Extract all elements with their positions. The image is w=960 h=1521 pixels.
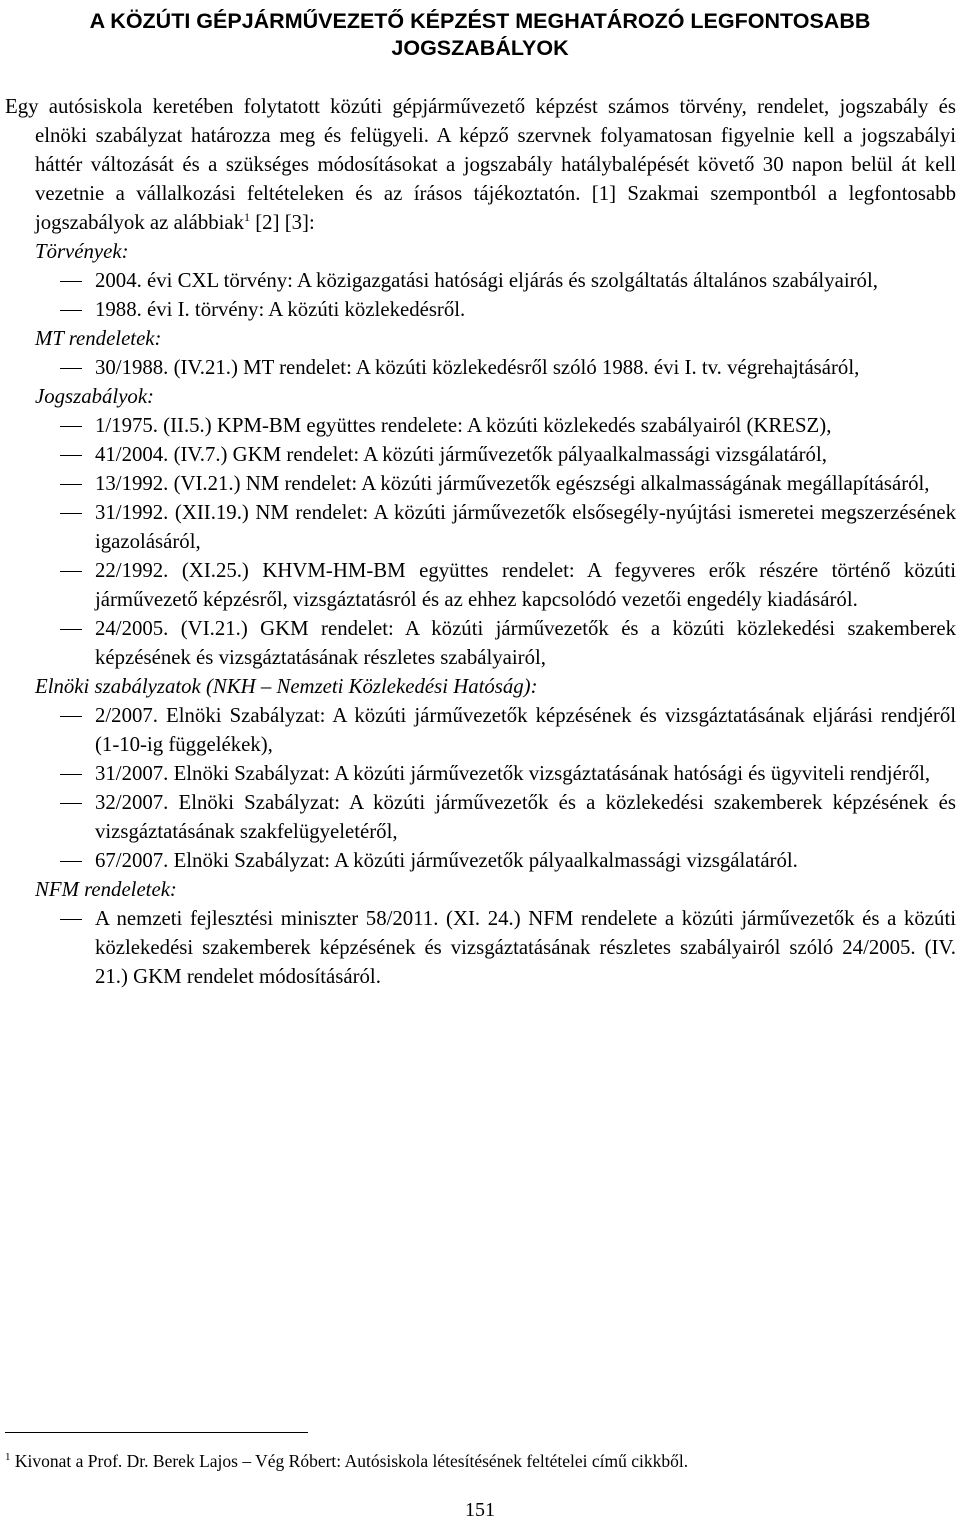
footnote [5, 1445, 945, 1473]
list-item: 24/2005. (VI.21.) GKM rendelet: A közúti járművezetők és a közúti közlekedési szakemberek képzésének és vizsgáztatásának részletes szabályairól, [35, 614, 956, 672]
section-list [35, 701, 956, 875]
list-item: 32/2007. Elnöki Szabályzat: A közúti járművezetők és a közlekedési szakemberek képzésének és vizsgáztatásának szakfelügyeletéről, [35, 788, 956, 846]
section-heading: MT rendeletek: [35, 327, 162, 350]
page-title: A KÖZÚTI GÉPJÁRMŰVEZETŐ KÉPZÉST MEGHATÁROZÓ LEGFONTOSABB JOGSZABÁLYOK [89, 9, 871, 60]
list-item: 2004. évi CXL törvény: A közigazgatási hatósági eljárás és szolgáltatás általános szabályairól, [35, 266, 956, 295]
section-heading: Jogszabályok: [35, 385, 154, 408]
list-item: 30/1988. (IV.21.) MT rendelet: A közúti közlekedésről szóló 1988. évi I. tv. végrehajtásáról, [35, 353, 956, 382]
list-item: 67/2007. Elnöki Szabályzat: A közúti járművezetők pályaalkalmassági vizsgálatáról. [35, 846, 956, 875]
list-item: 41/2004. (IV.7.) GKM rendelet: A közúti járművezetők pályaalkalmassági vizsgálatáról, [35, 440, 956, 469]
section-jogszabalyok [35, 382, 956, 672]
section-list [35, 411, 956, 672]
section-mt-rendeletek [35, 324, 956, 382]
footnote-reference[interactable]: 1 [244, 210, 251, 225]
section-list [35, 904, 956, 991]
page-number: 151 [465, 1499, 495, 1521]
section-nfm-rendeletek [35, 875, 956, 991]
section-heading: Elnöki szabályzatok (NKH – Nemzeti Közlekedési Hatóság): [35, 675, 538, 698]
footnote-text: Kivonat a Prof. Dr. Berek Lajos – Vég Róbert: Autósiskola létesítésének feltételei című cikkből. [10, 1450, 689, 1471]
list-item: 31/2007. Elnöki Szabályzat: A közúti járművezetők vizsgáztatásának hatósági és ügyviteli rendjéről, [35, 759, 956, 788]
section-heading: Törvények: [35, 240, 129, 263]
intro-text: Egy autósiskola keretében folytatott közúti gépjárművezető képzést számos törvény, rendelet, jogszabály és elnöki szabályzat határozza meg és felügyeli. A képző szervnek folyamatosan figyelnie kell a jogszabályi háttér változását és a szükséges módosításokat a jogszabály hatálybalépését követő 30 napon belül át kell vezetnie a vállalkozási feltételeken és az írásos tájékoztatón. [1] Szakmai szempontból a legfontosabb jogszabályok az alábbiak [5, 95, 956, 234]
intro-paragraph [5, 92, 956, 237]
section-elnoki-szabalyzatok [35, 672, 956, 875]
section-list [35, 266, 956, 324]
list-item: A nemzeti fejlesztési miniszter 58/2011. (XI. 24.) NFM rendelete a közúti járművezetők és a közúti közlekedési szakemberek képzésének és vizsgáztatásának részletes szabályairól szóló 24/2005. (IV. 21.) GKM rendelet módosításáról. [35, 904, 956, 991]
footnote-separator [5, 1432, 308, 1433]
intro-tail: [2] [3]: [250, 211, 315, 234]
footnote-marker: 1 [5, 1451, 11, 1463]
list-item: 1988. évi I. törvény: A közúti közlekedésről. [35, 295, 956, 324]
section-heading: NFM rendeletek: [35, 878, 177, 901]
list-item: 2/2007. Elnöki Szabályzat: A közúti járművezetők képzésének és vizsgáztatásának eljárási rendjéről (1-10-ig függelékek), [35, 701, 956, 759]
list-item: 31/1992. (XII.19.) NM rendelet: A közúti járművezetők elsősegély-nyújtási ismeretei megszerzésének igazolásáról, [35, 498, 956, 556]
list-item: 22/1992. (XI.25.) KHVM-HM-BM együttes rendelet: A fegyveres erők részére történő közúti járművezető képzésről, vizsgáztatásról és az ehhez kapcsolódó vezetői engedély kiadásáról. [35, 556, 956, 614]
list-item: 1/1975. (II.5.) KPM-BM együttes rendelete: A közúti közlekedés szabályairól (KRESZ), [35, 411, 956, 440]
section-torvenyek [35, 237, 956, 324]
section-list [35, 353, 956, 382]
list-item: 13/1992. (VI.21.) NM rendelet: A közúti járművezetők egészségi alkalmasságának megállapításáról, [35, 469, 956, 498]
document-body [5, 92, 956, 991]
